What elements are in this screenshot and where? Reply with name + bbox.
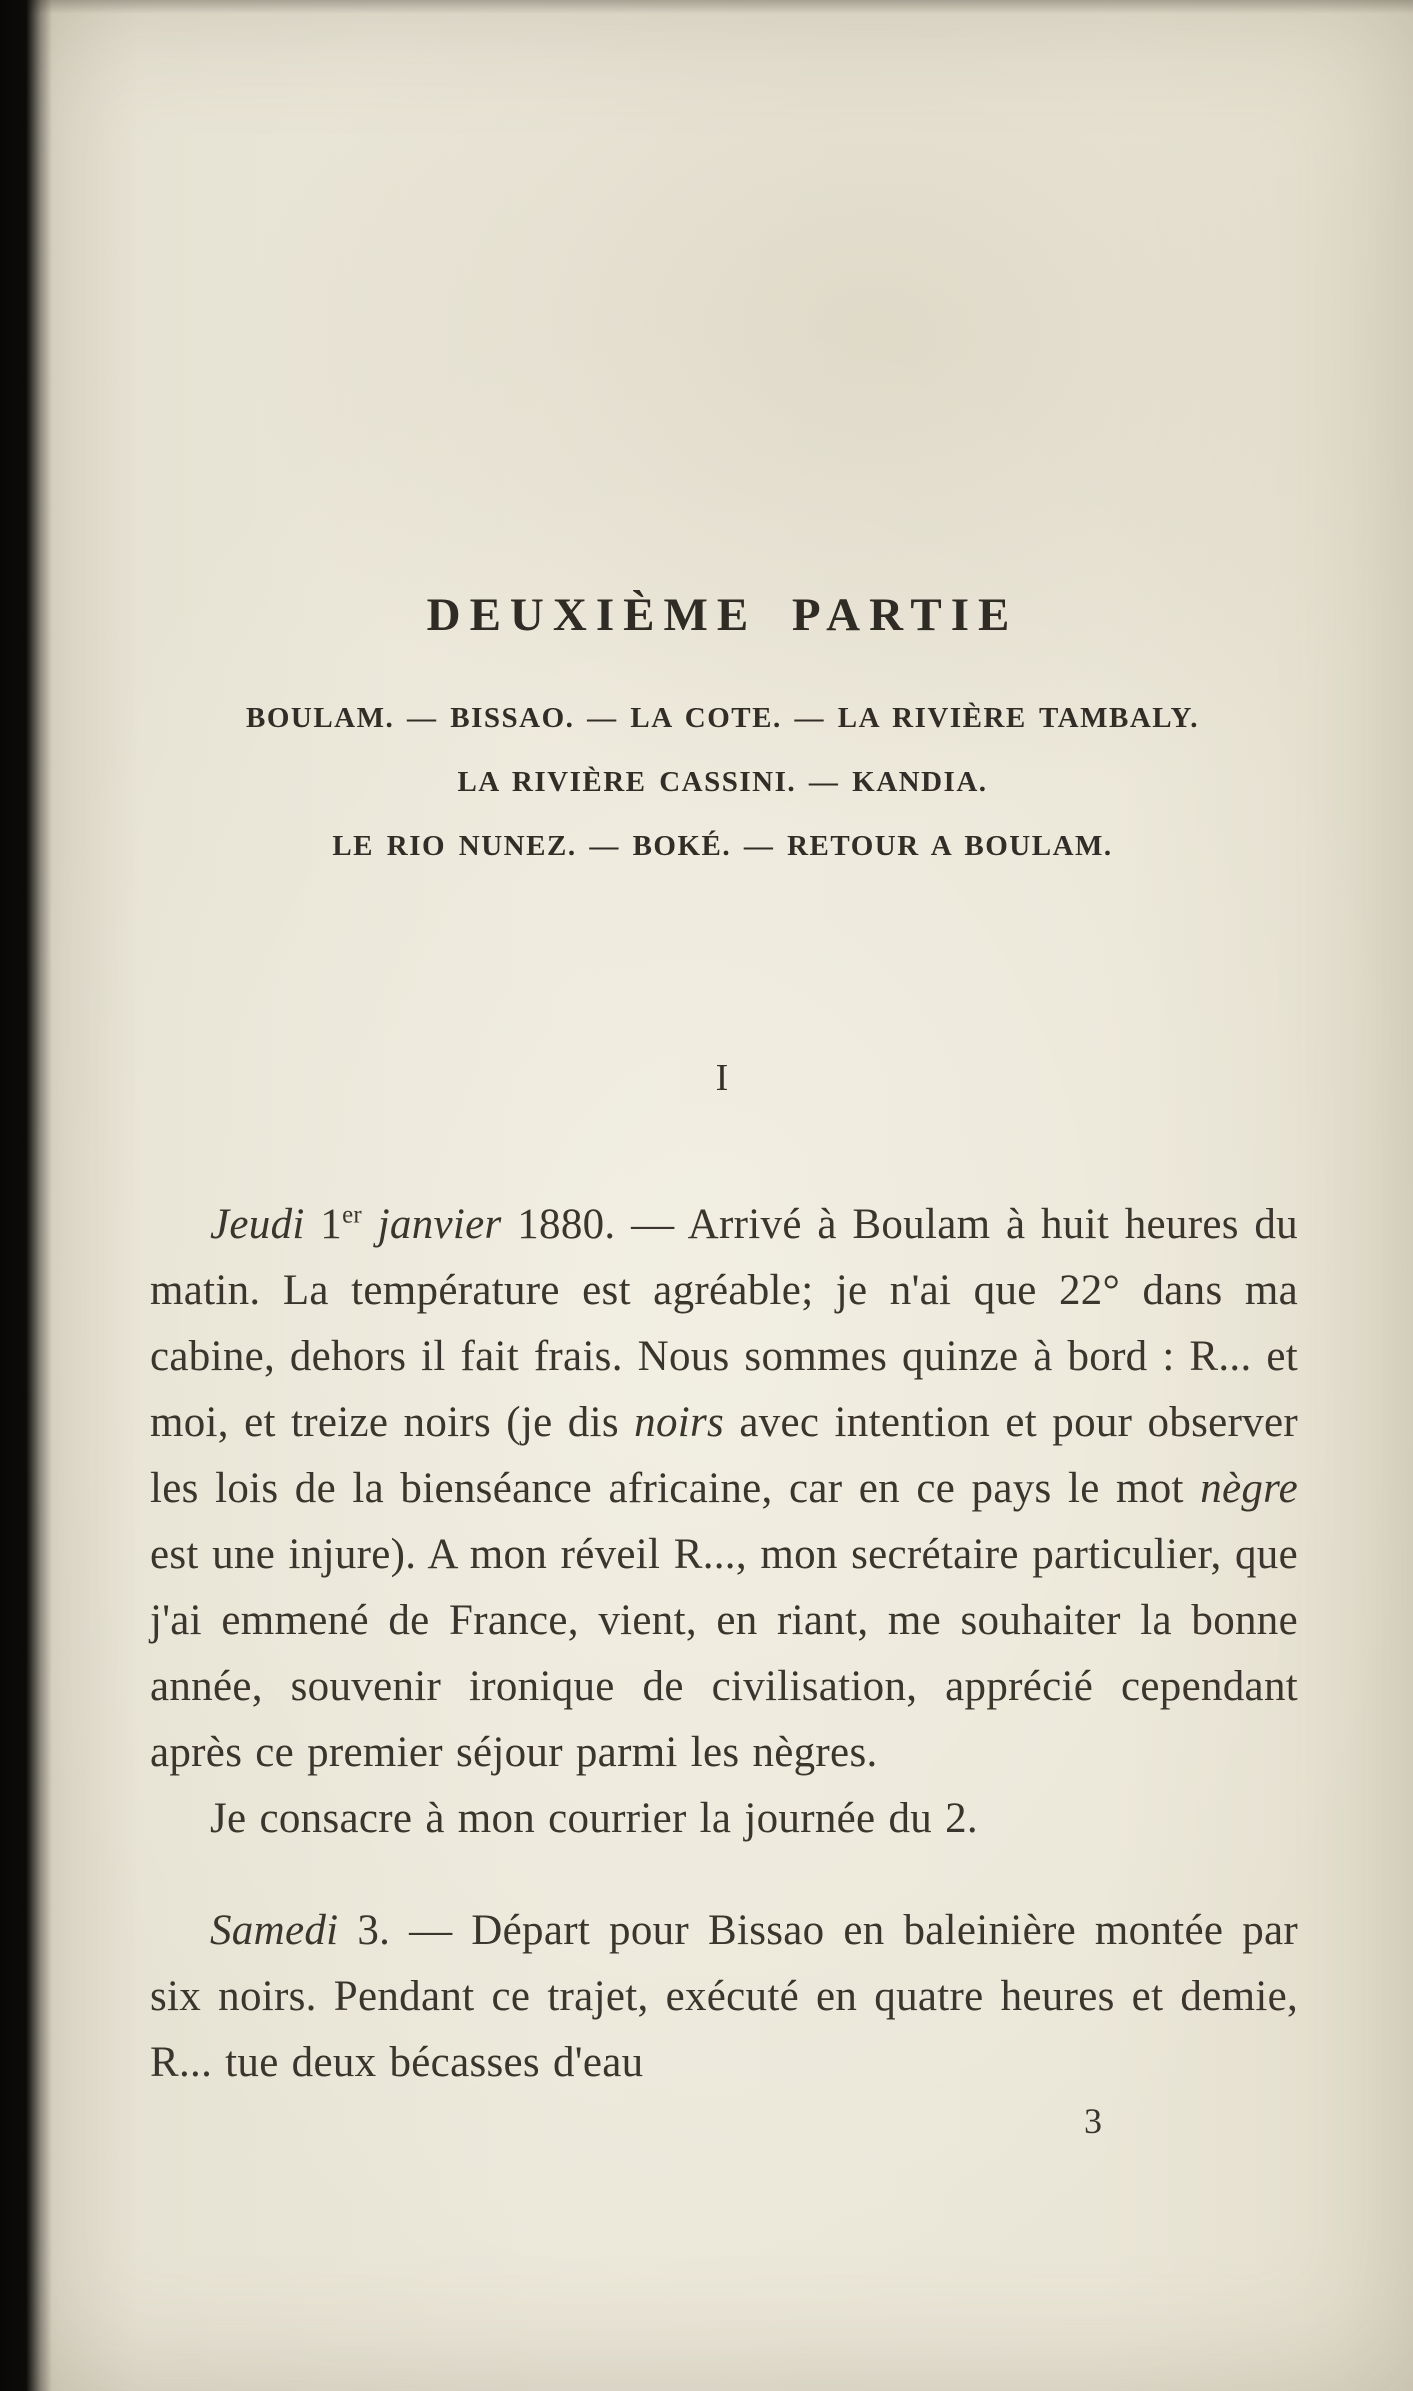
section-numeral: I — [715, 1057, 730, 1099]
body-text — [150, 1192, 1298, 2096]
page-number: 3 — [1084, 2101, 1102, 2141]
paragraph: Je consacre à mon courrier la journée du 2. — [210, 1795, 978, 1842]
subtitle-line: LE RIO NUNEZ. — BOKÉ. — RETOUR A BOULAM. — [332, 830, 1113, 862]
paragraph: Jeudi 1er janvier 1880. — Arrivé à Boulam à huit heures du matin. La température est agréable; je n'ai que 22° dans ma cabine, dehors il fait frais. Nous sommes quinze à bord : R... et moi, et treize noirs (je dis noirs avec intention et pour observer les lois de la bienséance africaine, car en ce pays le mot nègre est une injure). A mon réveil R..., mon secrétaire particulier, que j'ai emmené de France, vient, en riant, me souhaiter la bonne année, souvenir ironique de civilisation, apprécié cependant après ce premier séjour parmi les nègres. — [150, 1201, 1298, 1776]
part-title: DEUXIÈME PARTIE — [426, 589, 1019, 641]
chapter-subtitle-block — [150, 686, 1295, 878]
paragraph: Samedi 3. — Départ pour Bissao en baleinière montée par six noirs. Pendant ce trajet, exécuté en quatre heures et demie, R... tue deux bécasses d'eau — [150, 1907, 1298, 2086]
subtitle-line: LA RIVIÈRE CASSINI. — KANDIA. — [457, 766, 988, 798]
subtitle-line: BOULAM. — BISSAO. — LA COTE. — LA RIVIÈRE TAMBALY. — [245, 702, 1199, 734]
